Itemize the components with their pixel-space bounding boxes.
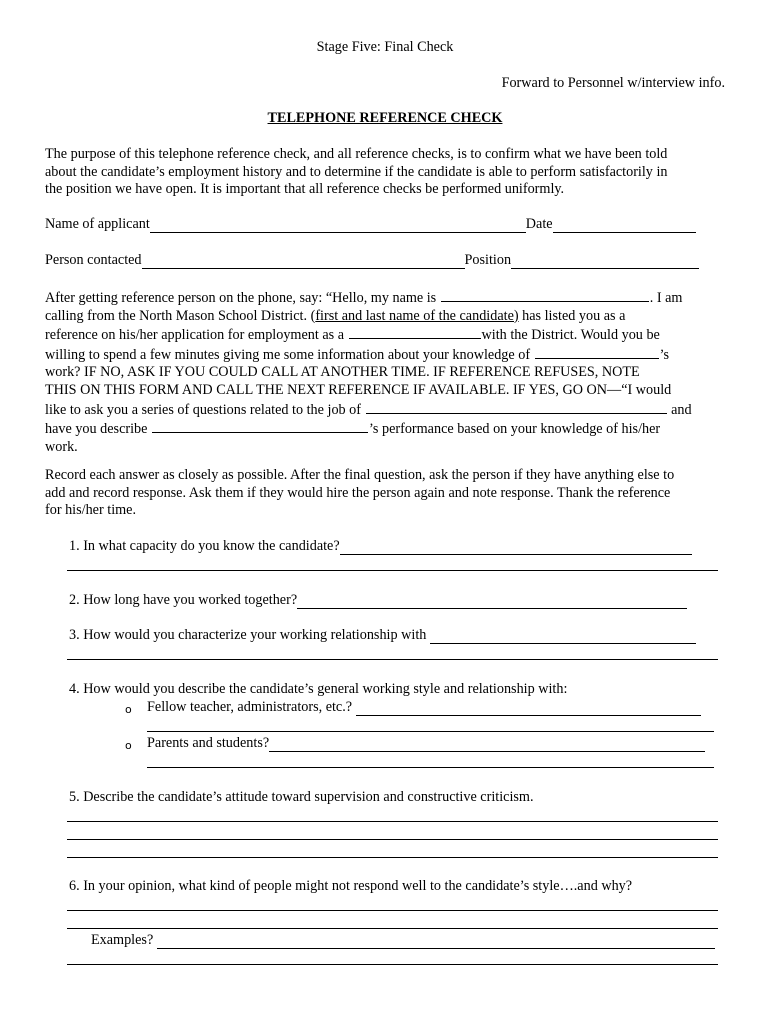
question-4b	[125, 735, 705, 752]
answer-4a-field[interactable]	[356, 701, 701, 716]
question-2-text: 2. How long have you worked together?	[69, 592, 298, 608]
script-text: work.	[45, 438, 78, 455]
answer-1-field[interactable]	[340, 540, 692, 555]
answer-4b-line[interactable]	[147, 767, 714, 768]
position-label: Position	[464, 252, 512, 268]
question-4a-text: Fellow teacher, administrators, etc.?	[147, 699, 353, 715]
answer-5-line[interactable]	[67, 839, 718, 840]
script-text: with the District. Would you be	[481, 327, 660, 344]
record-line: Record each answer as closely as possible. After the final question, ask the person if they have anything else to	[45, 467, 675, 483]
examples-field[interactable]	[157, 934, 715, 949]
intro-line: The purpose of this telephone reference check, and all reference checks, is to confirm what we have been told	[45, 146, 668, 162]
bullet-icon: o	[125, 739, 132, 752]
stage-label: Stage Five: Final Check	[316, 39, 454, 55]
script-text: calling from the North Mason School District. (	[45, 307, 316, 324]
contact-position-row	[45, 252, 699, 269]
intro-paragraph	[45, 146, 735, 199]
question-1	[69, 538, 692, 555]
date-field[interactable]	[553, 218, 696, 233]
record-instructions	[45, 467, 735, 520]
question-4-text: 4. How would you describe the candidate’s general working style and relationship with:	[69, 681, 568, 697]
job-title-field[interactable]	[366, 400, 667, 414]
answer-2-field[interactable]	[297, 594, 687, 609]
answer-5-line[interactable]	[67, 821, 718, 822]
candidate-name-field-2[interactable]	[152, 419, 368, 433]
script-text: has listed you as a	[518, 307, 626, 324]
script-text: ’s performance based on your knowledge of his/her	[368, 421, 661, 438]
person-contacted-field[interactable]	[142, 254, 465, 269]
bullet-icon: o	[125, 703, 132, 716]
answer-1-line[interactable]	[67, 570, 718, 571]
script-text: willing to spend a few minutes giving me some information about your knowledge of	[45, 346, 531, 363]
question-1-text: 1. In what capacity do you know the candidate?	[69, 538, 340, 554]
answer-6-line[interactable]	[67, 910, 718, 911]
script-text: ’s	[659, 346, 670, 363]
page-title: TELEPHONE REFERENCE CHECK	[267, 110, 503, 126]
script-text: . I am	[649, 290, 683, 306]
name-of-applicant-label: Name of applicant	[45, 216, 150, 232]
answer-3-field[interactable]	[430, 629, 696, 644]
record-line: for his/her time.	[45, 502, 137, 519]
candidate-name-field[interactable]	[535, 345, 659, 359]
answer-6-line[interactable]	[67, 964, 718, 965]
script-underlined-text: first and last name of the candidate)	[315, 307, 519, 324]
script-text: work? IF NO, ASK IF YOU COULD CALL AT ANOTHER TIME. IF REFERENCE REFUSES, NOTE	[45, 364, 640, 381]
answer-4a-line[interactable]	[147, 731, 714, 732]
person-contacted-label: Person contacted	[45, 252, 142, 268]
answer-6-line[interactable]	[67, 928, 718, 929]
script-text: have you describe	[45, 421, 148, 438]
question-4a	[125, 699, 701, 716]
intro-line: the position we have open. It is important that all reference checks be performed uniformly.	[45, 181, 565, 198]
caller-name-field[interactable]	[441, 288, 649, 302]
name-of-applicant-field[interactable]	[150, 218, 526, 233]
examples-label: Examples?	[91, 932, 154, 948]
phone-script	[45, 288, 735, 456]
position-field[interactable]	[511, 254, 699, 269]
employment-position-field[interactable]	[349, 325, 481, 339]
script-text: After getting reference person on the phone, say: “Hello, my name is	[45, 290, 437, 306]
examples-row	[91, 932, 715, 949]
question-5-text: 5. Describe the candidate’s attitude toward supervision and constructive criticism.	[69, 789, 534, 805]
script-text: and	[671, 401, 692, 418]
question-3	[69, 627, 696, 644]
script-text: like to ask you a series of questions related to the job of	[45, 401, 361, 418]
record-line: add and record response. Ask them if they would hire the person again and note response. Thank the reference	[45, 484, 671, 501]
intro-line: about the candidate’s employment history and to determine if the candidate is able to perform satisfactorily in	[45, 163, 668, 180]
question-3-text: 3. How would you characterize your working relationship with	[69, 627, 427, 643]
date-label: Date	[525, 216, 553, 232]
question-6-text: 6. In your opinion, what kind of people might not respond well to the candidate’s style….and why?	[69, 878, 633, 894]
script-text: THIS ON THIS FORM AND CALL THE NEXT REFERENCE IF AVAILABLE. IF YES, GO ON—“I would	[45, 381, 672, 398]
question-4b-text: Parents and students?	[147, 735, 270, 751]
answer-4b-field[interactable]	[269, 737, 705, 752]
answer-3-line[interactable]	[67, 659, 718, 660]
question-2	[69, 592, 687, 609]
script-text: reference on his/her application for employment as a	[45, 327, 344, 344]
applicant-date-row	[45, 216, 696, 233]
answer-5-line[interactable]	[67, 857, 718, 858]
forward-note: Forward to Personnel w/interview info.	[501, 75, 725, 91]
